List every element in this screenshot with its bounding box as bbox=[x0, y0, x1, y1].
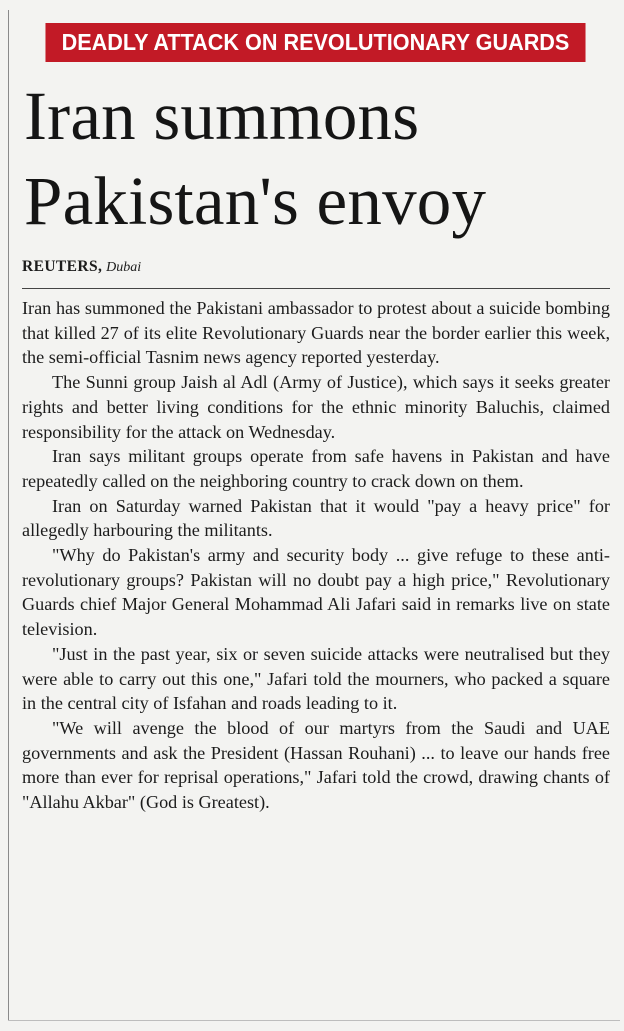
article-paragraph: Iran on Saturday warned Pakistan that it would "pay a heavy price" for allegedly harbouring the militants. bbox=[22, 495, 610, 541]
headline-line-1: Iran summons bbox=[24, 78, 420, 154]
byline-agency: REUTERS, bbox=[22, 258, 103, 275]
article-paragraph: "Just in the past year, six or seven suicide attacks were neutralised but they were able to carry out this one," Jafari told the mourners, who packed a square in the central city of Isfahan and roads leading to it. bbox=[22, 643, 610, 714]
article-paragraph: Iran has summoned the Pakistani ambassador to protest about a suicide bombing that killed 27 of its elite Revolutionary Guards near the border earlier this week, the semi-official Tasnim news agency reported yesterday. bbox=[22, 298, 610, 368]
byline-dateline: Dubai bbox=[106, 260, 142, 275]
kicker-banner: DEADLY ATTACK ON REVOLUTIONARY GUARDS bbox=[45, 23, 585, 62]
article-paragraph: "We will avenge the blood of our martyrs from the Saudi and UAE governments and ask the President (Hassan Rouhani) ... to leave our hands free more than ever for reprisal operations," Jafari told the crowd, drawing chants of "Allahu Akbar" (God is Greatest). bbox=[22, 717, 610, 813]
article-paragraph: Iran says militant groups operate from safe havens in Pakistan and have repeatedly called on the neighboring country to crack down on them. bbox=[22, 446, 610, 491]
column-rule bbox=[8, 10, 9, 1020]
article-paragraph: The Sunni group Jaish al Adl (Army of Justice), which says it seeks greater rights and better living conditions for the ethnic minority Baluchis, claimed responsibility for the attack on Wednesday. bbox=[22, 372, 610, 442]
bottom-divider bbox=[8, 1020, 620, 1021]
byline bbox=[22, 257, 141, 278]
headline-line-2: Pakistan's envoy bbox=[24, 163, 487, 239]
byline-divider bbox=[22, 288, 610, 289]
article-paragraph: "Why do Pakistan's army and security body ... give refuge to these anti-revolutionary groups? Pakistan will no doubt pay a high price," Revolutionary Guards chief Major General Mohammad Ali Jafari said in remarks live on state television. bbox=[22, 545, 610, 640]
article-body bbox=[22, 296, 610, 815]
headline bbox=[24, 74, 619, 244]
